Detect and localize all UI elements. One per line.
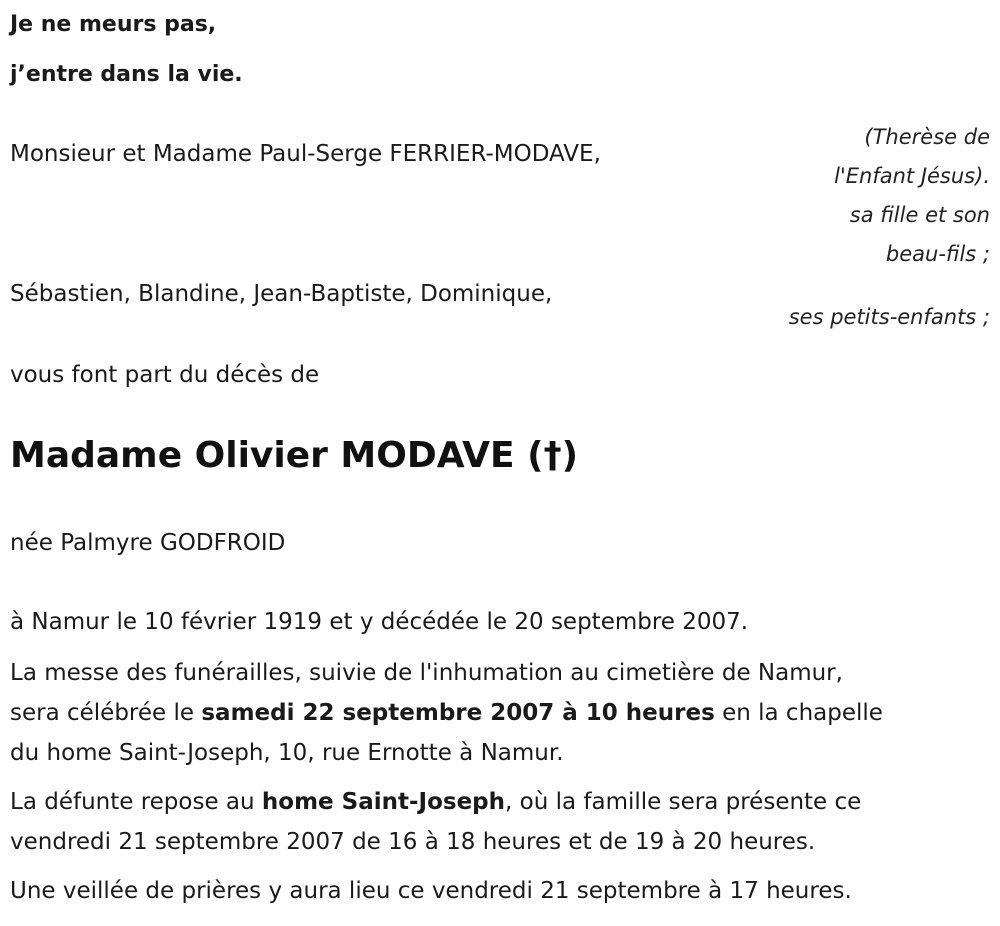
grandchildren-role: ses petits-enfants ; bbox=[788, 305, 990, 329]
grandchildren-text: Sébastien, Blandine, Jean-Baptiste, Dominique, bbox=[10, 281, 553, 307]
parents-role bbox=[834, 118, 990, 274]
deceased-name-heading: Madame Olivier MODAVE (†) bbox=[10, 435, 579, 476]
repose-line-1 bbox=[10, 782, 995, 822]
repose-line-1-post: , où la famille sera présente ce bbox=[505, 789, 862, 815]
parents-role-line-1: (Therèse de bbox=[864, 125, 990, 149]
repose-paragraph bbox=[10, 782, 995, 862]
vigil-text: Une veillée de prières y aura lieu ce vendredi 21 septembre à 17 heures. bbox=[10, 878, 852, 904]
funeral-line-2-pre: sera célébrée le bbox=[10, 700, 202, 726]
repose-line-1-pre: La défunte repose au bbox=[10, 789, 262, 815]
funeral-date-time: samedi 22 septembre 2007 à 10 heures bbox=[201, 700, 715, 726]
parents-role-line-4: beau-fils ; bbox=[885, 242, 990, 266]
parents-role-line-2: l'Enfant Jésus). bbox=[834, 164, 990, 188]
birth-death-text: à Namur le 10 février 1919 et y décédée le 20 septembre 2007. bbox=[10, 609, 749, 635]
parents-text: Monsieur et Madame Paul-Serge FERRIER-MODAVE, bbox=[10, 141, 601, 167]
funeral-line-1: La messe des funérailles, suivie de l'inhumation au cimetière de Namur, bbox=[10, 660, 843, 686]
epigraph-line-2: j’entre dans la vie. bbox=[10, 62, 243, 87]
funeral-line-2 bbox=[10, 693, 995, 733]
epigraph-line-1: Je ne meurs pas, bbox=[10, 12, 217, 37]
vigil-paragraph bbox=[10, 871, 995, 911]
parents-role-line-3: sa fille et son bbox=[849, 203, 990, 227]
funeral-line-3: du home Saint-Joseph, 10, rue Ernotte à Namur. bbox=[10, 740, 564, 766]
born-name: née Palmyre GODFROID bbox=[10, 530, 286, 556]
repose-place: home Saint-Joseph bbox=[261, 789, 506, 815]
announcement-text: vous font part du décès de bbox=[10, 362, 320, 388]
funeral-line-2-post: en la chapelle bbox=[714, 700, 883, 726]
birth-death-paragraph bbox=[10, 602, 995, 642]
funeral-paragraph bbox=[10, 653, 995, 773]
repose-line-2: vendredi 21 septembre 2007 de 16 à 18 heures et de 19 à 20 heures. bbox=[10, 829, 816, 855]
